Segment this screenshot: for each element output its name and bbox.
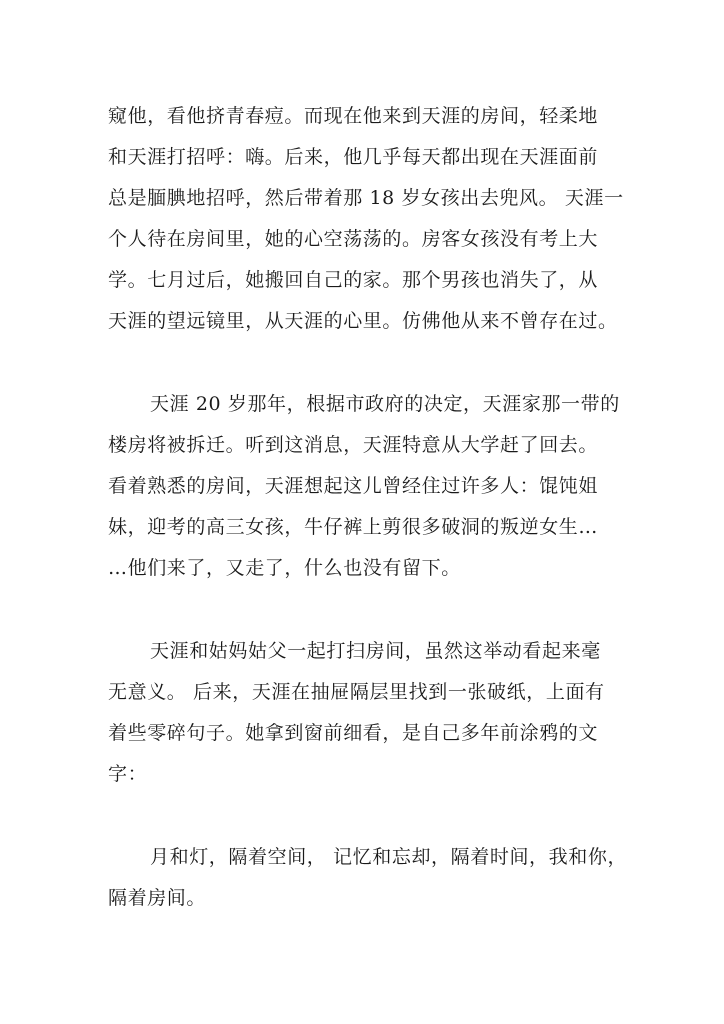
text-line: 天涯 20 岁那年，根据市政府的决定，天涯家那一带的: [150, 393, 620, 415]
text-line: 楼房将被拆迁。听到这消息，天涯特意从大学赶了回去。: [108, 434, 599, 456]
paragraph-spacer: [108, 589, 618, 631]
text-line: 总是腼腆地招呼，然后带着那 18 岁女孩出去兜风。 天涯一: [108, 187, 624, 209]
text-line: 字：: [108, 763, 148, 785]
text-line: 天涯和姑妈姑父一起打扫房间，虽然这举动看起来毫: [150, 640, 601, 662]
paragraph-spacer: [108, 795, 618, 837]
text-line: 无意义。 后来，天涯在抽屉隔层里找到一张破纸，上面有: [108, 681, 605, 703]
paragraph-spacer: [108, 342, 618, 384]
text-line: 月和灯，隔着空间， 记忆和忘却，隔着时间，我和你，: [150, 846, 628, 868]
text-line: 着些零碎句子。她拿到窗前细看，是自己多年前涂鸦的文: [108, 722, 599, 744]
text-line: 妹，迎考的高三女孩，牛仔裤上剪很多破洞的叛逆女生…: [108, 516, 599, 538]
text-line: 天涯的望远镜里，从天涯的心里。仿佛他从来不曾存在过。: [108, 310, 618, 332]
text-line: 隔着房间。: [108, 887, 207, 909]
paragraph-1: [108, 96, 624, 342]
text-line: …他们来了，又走了，什么也没有留下。: [108, 557, 461, 579]
text-line: 和天涯打招呼：嗨。后来，他几乎每天都出现在天涯面前: [108, 146, 599, 168]
paragraph-3: [108, 631, 618, 795]
paragraph-2: [108, 384, 618, 589]
text-line: 个人待在房间里，她的心空荡荡的。房客女孩没有考上大: [108, 228, 599, 250]
text-line: 看着熟悉的房间，天涯想起这儿曾经住过许多人：馄饨姐: [108, 475, 599, 497]
paragraph-4: [108, 837, 628, 919]
text-line: 窥他，看他挤青春痘。而现在他来到天涯的房间，轻柔地: [108, 105, 599, 127]
document-body: [108, 96, 628, 919]
text-line: 学。七月过后，她搬回自己的家。那个男孩也消失了，从: [108, 269, 599, 291]
